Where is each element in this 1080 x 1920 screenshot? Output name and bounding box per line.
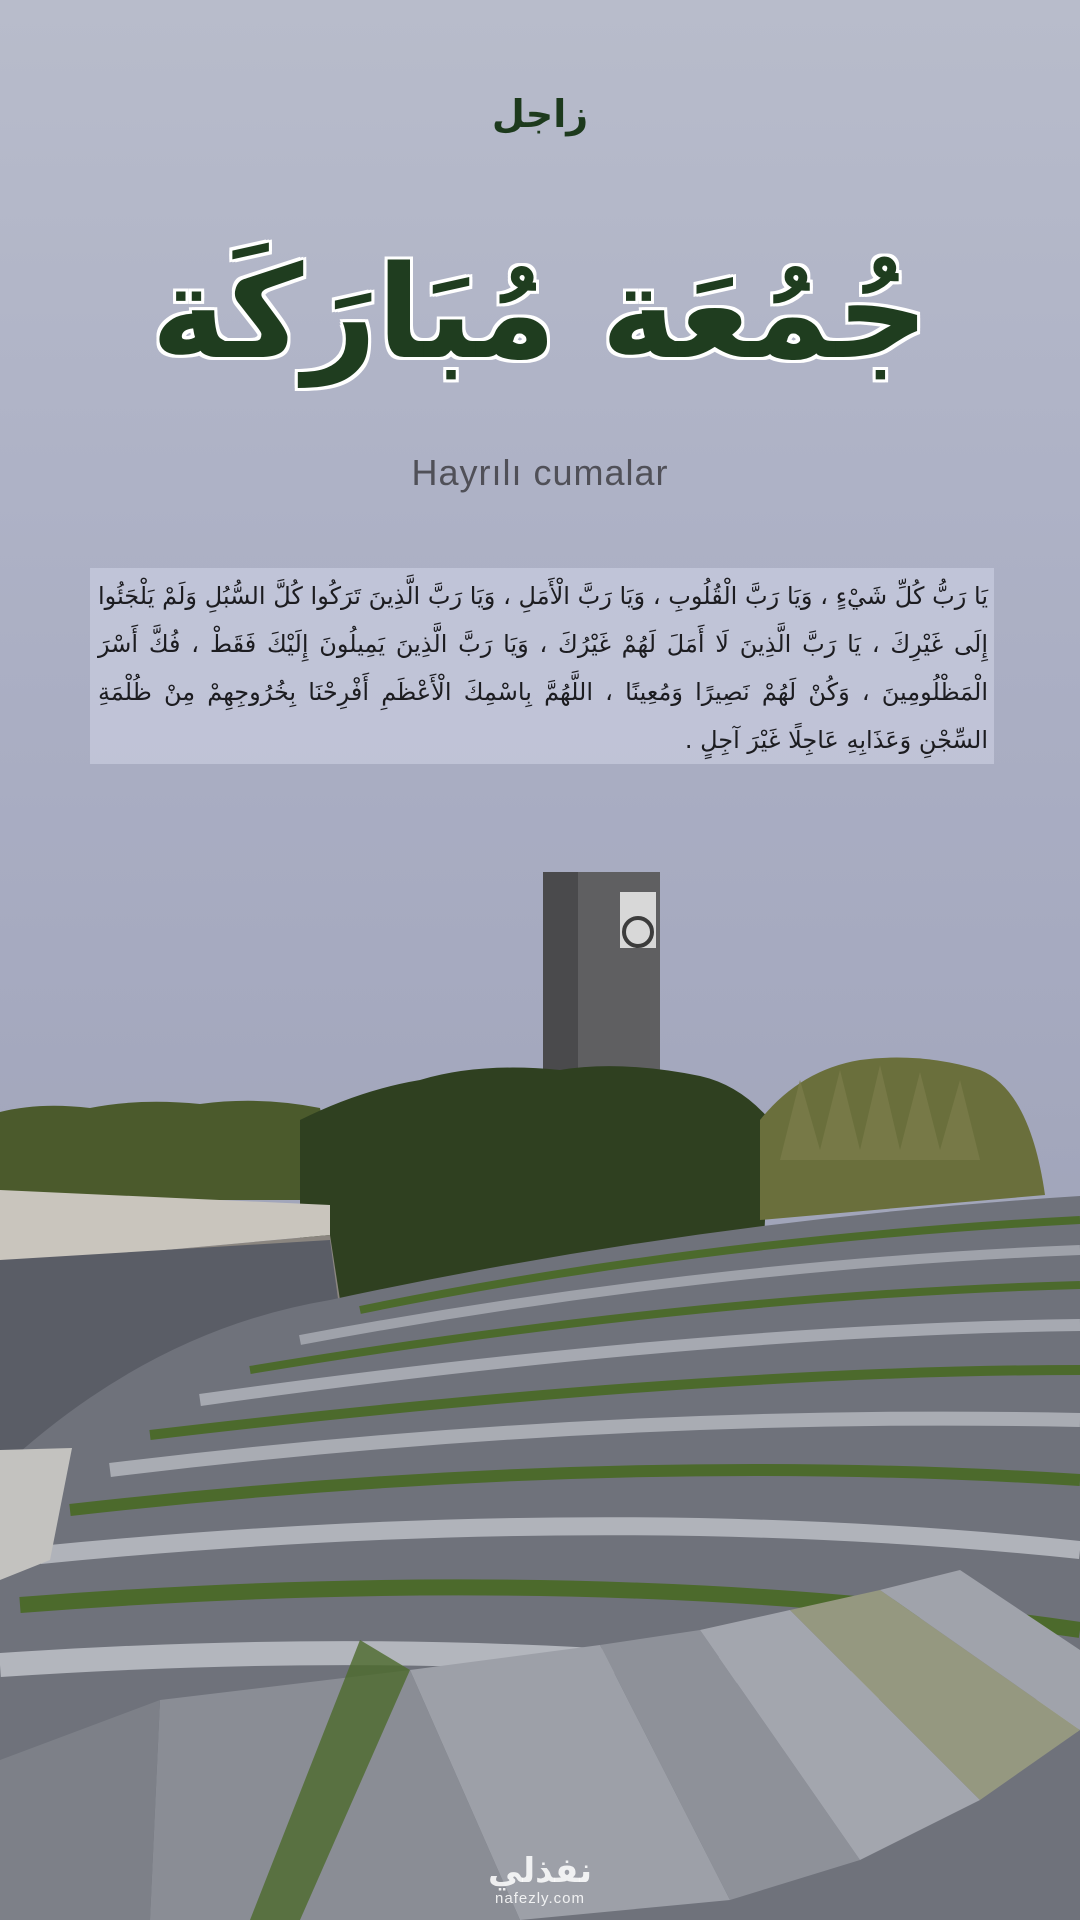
watermark [440, 1851, 640, 1907]
page-title: جُمُعَة مُبَارَكَة [151, 239, 929, 388]
watermark-arabic: نفذلي [487, 1851, 593, 1891]
watermark-url: nafezly.com [495, 1890, 585, 1907]
subtitle: Hayrılı cumalar [411, 452, 669, 493]
dua-text: يَا رَبُّ كُلِّ شَيْءٍ ، وَيَا رَبَّ الْقُلُوبِ ، وَيَا رَبَّ الْأَمَلِ ، وَيَا رَبَّ الَّذِينَ تَرَكُوا كُلَّ السُّبُلِ وَلَمْ يَلْجَئُوا إِلَى غَيْرِكَ ، يَا رَبَّ الَّذِينَ لَا أَمَلَ لَهُمْ غَيْرُكَ ، وَيَا رَبَّ الَّذِينَ يَمِيلُونَ إِلَيْكَ فَقَطْ ، فُكَّ أَسْرَ الْمَظْلُومِينَ ، وَكُنْ لَهُمْ نَصِيرًا وَمُعِينًا ، اللَّهُمَّ بِاسْمِكَ الْأَعْظَمِ أَفْرِحْنَا بِخُرُوجِهِمْ مِنْ ظُلْمَةِ السِّجْنِ وَعَذَابِهِ عَاجِلًا غَيْرَ آجِلٍ . [98, 582, 988, 754]
stone-tower [543, 872, 660, 1078]
brand-label: زاجل [491, 92, 589, 136]
